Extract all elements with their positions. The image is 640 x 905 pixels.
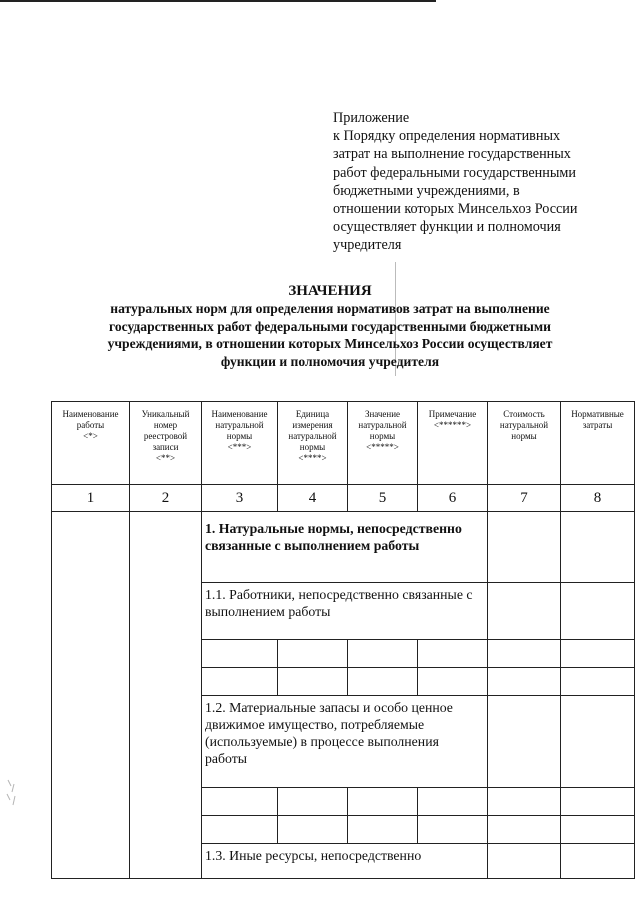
table-cell <box>488 696 561 788</box>
table-cell <box>488 583 561 640</box>
table-cell <box>488 844 561 879</box>
table-cell <box>278 788 348 816</box>
appendix-line: бюджетными учреждениями, в <box>333 182 520 199</box>
norms-table <box>51 401 635 879</box>
header-cell-note: Примечание <******> <box>418 402 488 485</box>
header-cell-work-name: Наименование работы <*> <box>52 402 130 485</box>
table-row <box>52 512 635 583</box>
header-cell-norm-cost: Стоимость натуральной нормы <box>488 402 561 485</box>
title-subtitle <box>20 300 640 370</box>
table-cell <box>418 640 488 668</box>
appendix-line: отношении которых Минсельхоз России <box>333 201 578 218</box>
table-cell <box>202 640 278 668</box>
header-cell-normative-costs: Нормативные затраты <box>561 402 635 485</box>
table-cell <box>348 640 418 668</box>
appendix-line: затрат на выполнение государственных <box>333 146 571 163</box>
title-line: государственных работ федеральными государственными бюджетными <box>108 318 551 334</box>
work-name-cell <box>52 512 130 879</box>
title-heading: ЗНАЧЕНИЯ <box>288 283 372 299</box>
table-cell <box>488 816 561 844</box>
table-cell <box>561 788 635 816</box>
table-cell <box>488 640 561 668</box>
column-number-row <box>52 485 635 512</box>
column-number: 3 <box>202 485 278 512</box>
table-cell <box>278 816 348 844</box>
appendix-line: к Порядку определения нормативных <box>333 128 561 145</box>
subsection-heading: 1.1. Работники, непосредственно связанные с выполнением работы <box>202 583 488 640</box>
table-cell <box>348 668 418 696</box>
table-cell <box>488 512 561 583</box>
header-cell-unit: Единица измерения натуральной нормы <****> <box>278 402 348 485</box>
title-line: учреждениями, в отношении которых Минсельхоз России осуществляет <box>107 336 553 351</box>
column-number: 2 <box>130 485 202 512</box>
table-cell <box>348 816 418 844</box>
table-cell <box>418 816 488 844</box>
appendix-line: осуществляет функции и полномочия <box>333 219 561 236</box>
top-edge-rule <box>0 0 436 2</box>
table-cell <box>348 788 418 816</box>
column-number: 8 <box>561 485 635 512</box>
table-cell <box>488 668 561 696</box>
scan-speckle-marks <box>4 778 24 808</box>
column-number: 4 <box>278 485 348 512</box>
header-cell-registry-number: Уникальный номер реестровой записи <**> <box>130 402 202 485</box>
table-cell <box>561 583 635 640</box>
subsection-heading: 1.2. Материальные запасы и особо ценное движимое имущество, потребляемые (используемые) в процессе выполнения работы <box>202 696 488 788</box>
column-number: 1 <box>52 485 130 512</box>
appendix-line: учредителя <box>333 237 402 254</box>
header-cell-norm-name: Наименование натуральной нормы <***> <box>202 402 278 485</box>
registry-number-cell <box>130 512 202 879</box>
table-cell <box>418 788 488 816</box>
subsection-heading: 1.3. Иные ресурсы, непосредственно <box>202 844 488 879</box>
header-cell-norm-value: Значение натуральной нормы <*****> <box>348 402 418 485</box>
table-cell <box>418 668 488 696</box>
column-number: 5 <box>348 485 418 512</box>
appendix-line: Приложение <box>333 110 410 126</box>
section-heading: 1. Натуральные нормы, непосредственно связанные с выполнением работы <box>202 512 488 583</box>
table-cell <box>202 788 278 816</box>
table-cell <box>561 816 635 844</box>
title-line: функции и полномочия учредителя <box>220 353 440 369</box>
table-header-row <box>52 402 635 485</box>
table-cell <box>561 844 635 879</box>
appendix-note <box>333 109 633 255</box>
table-cell <box>561 668 635 696</box>
table-cell <box>278 640 348 668</box>
table-cell <box>278 668 348 696</box>
column-number: 6 <box>418 485 488 512</box>
table-cell <box>202 816 278 844</box>
appendix-line: работ федеральными государственными <box>333 164 576 181</box>
title-line: натуральных норм для определения нормативов затрат на выполнение <box>110 301 550 316</box>
table-cell <box>488 788 561 816</box>
table-cell <box>561 696 635 788</box>
column-number: 7 <box>488 485 561 512</box>
table-cell <box>561 640 635 668</box>
table-cell <box>561 512 635 583</box>
table-cell <box>202 668 278 696</box>
document-title <box>20 283 640 370</box>
